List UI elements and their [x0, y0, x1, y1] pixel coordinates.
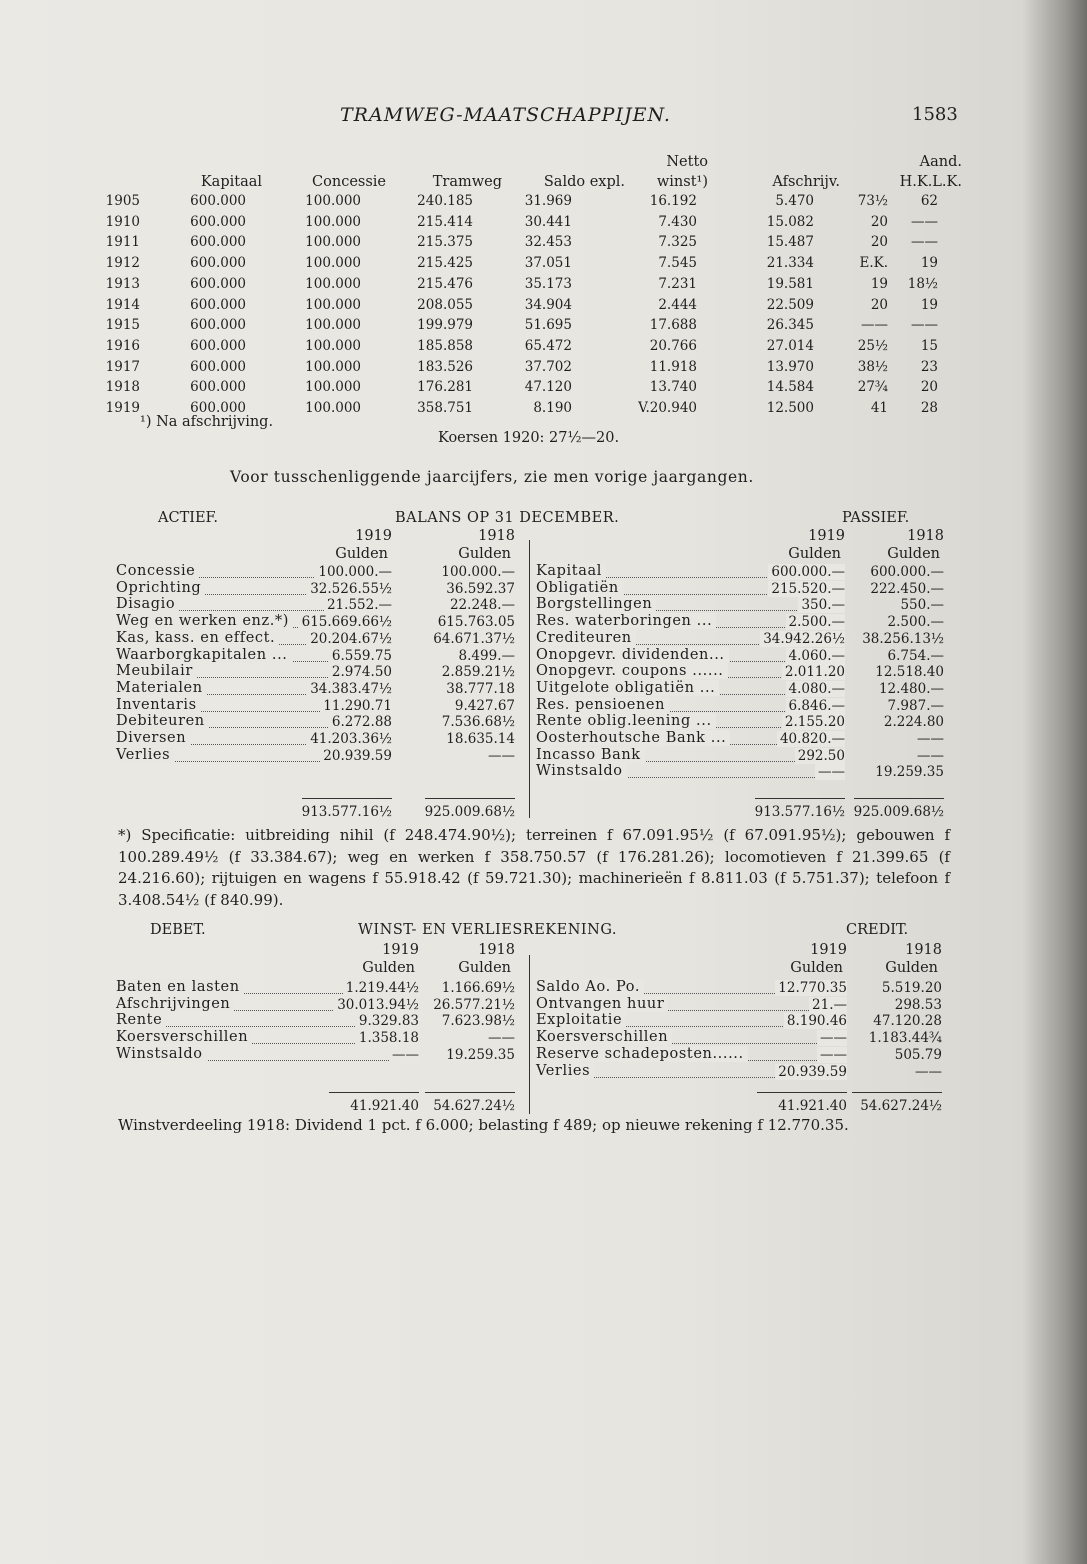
actief-row-label: Meubilair — [116, 663, 197, 679]
total-rule — [755, 798, 845, 799]
passief-row-label: Onopgevr. dividenden... — [536, 647, 729, 663]
actief-value-1919: 21.552.— — [324, 597, 392, 613]
unit-header: Gulden — [335, 546, 388, 562]
passief-heading: PASSIEF. — [842, 510, 910, 526]
table-cell: —— — [911, 213, 938, 230]
passief-value-1919: —— — [815, 764, 845, 780]
table-cell: —— — [861, 317, 888, 334]
column-header: H.K.L.K. — [899, 174, 962, 190]
table-cell: 19 — [870, 275, 888, 292]
page-number: 1583 — [912, 104, 958, 125]
passief-row-label: Res. pensioenen — [536, 697, 669, 713]
actief-value-1918: 36.592.37 — [446, 580, 515, 597]
table-cell: 215.375 — [417, 234, 473, 251]
table-cell: 12.500 — [766, 400, 814, 416]
table-cell: 38½ — [857, 358, 888, 375]
passief-value-1918: 12.480.— — [878, 680, 944, 697]
column-header: Kapitaal — [200, 174, 262, 190]
table-cell: 600.000 — [190, 400, 246, 416]
actief-row-label: Kas, kass. en effect. — [116, 630, 279, 646]
passief-value-1919: 2.011.20 — [782, 664, 845, 680]
table-cell: 34.904 — [524, 296, 572, 313]
credit-value-1918: 47.120.28 — [873, 1013, 942, 1030]
unit-header: Gulden — [887, 546, 940, 562]
debet-value-1918: 26.577.21½ — [433, 996, 515, 1013]
passief-value-1918: 6.754.— — [887, 647, 944, 664]
passief-value-1918: 19.259.35 — [875, 764, 944, 781]
credit-value-1919: 21.— — [809, 997, 847, 1013]
credit-row-label: Exploitatie — [536, 1012, 626, 1028]
table-cell: 100.000 — [305, 275, 361, 292]
table-cell: 5.470 — [775, 193, 814, 209]
table-cell: 100.000 — [305, 193, 361, 209]
table-cell: 23 — [920, 358, 938, 375]
table-cell: 7.325 — [658, 234, 697, 251]
table-cell: 73½ — [857, 193, 888, 209]
year-cell: 1915 — [105, 317, 140, 334]
table-cell: 30.441 — [524, 213, 572, 230]
credit-value-1919: —— — [817, 1030, 847, 1046]
debet-value-1919: —— — [389, 1047, 419, 1063]
actief-row-label: Inventaris — [116, 697, 201, 713]
table-cell: 600.000 — [190, 275, 246, 292]
actief-row-label: Debiteuren — [116, 713, 209, 729]
debet-row-label: Baten en lasten — [116, 979, 244, 995]
year-cell: 1918 — [105, 379, 140, 396]
actief-value-1919: 41.203.36½ — [307, 731, 392, 747]
table-cell: 37.051 — [524, 255, 572, 272]
passief-value-1919: 600.000.— — [768, 564, 845, 580]
table-cell: 14.584 — [766, 379, 814, 396]
column-header-top: Aand. — [919, 154, 962, 170]
table-cell: 185.858 — [417, 337, 473, 354]
year-cell: 1919 — [105, 400, 140, 416]
passief-value-1919: 40.820.— — [777, 731, 845, 747]
total-actief: 913.577.16½ — [301, 804, 392, 820]
table-cell: 600.000 — [190, 317, 246, 334]
table-cell: 600.000 — [190, 193, 246, 209]
passief-value-1919: 34.942.26½ — [760, 631, 845, 647]
table-cell: 62 — [920, 193, 938, 209]
total-rule — [852, 1092, 942, 1093]
year-header: 1918 — [478, 528, 515, 544]
actief-row-label: Materialen — [116, 680, 207, 696]
table-cell: 25½ — [857, 337, 888, 354]
total-rule — [425, 798, 515, 799]
year-cell: 1910 — [105, 213, 140, 230]
passief-value-1918: 600.000.— — [870, 564, 944, 580]
table-cell: 215.476 — [417, 275, 473, 292]
column-header-top: Netto — [666, 154, 708, 170]
unit-header: Gulden — [362, 960, 415, 976]
table-cell: 17.688 — [649, 317, 697, 334]
winst-heading: WINST- EN VERLIESREKENING. — [358, 922, 617, 938]
table-cell: 31.969 — [524, 193, 572, 209]
actief-value-1919: 32.526.55½ — [307, 581, 392, 597]
total-rule — [302, 798, 392, 799]
passief-value-1919: 2.155.20 — [782, 714, 845, 730]
table-cell: 19 — [920, 255, 938, 272]
actief-row-label: Weg en werken enz.*) — [116, 613, 293, 629]
table-cell: 100.000 — [305, 317, 361, 334]
actief-value-1919: 20.204.67½ — [307, 631, 392, 647]
debet-value-1919: 1.219.44½ — [343, 980, 419, 996]
debet-value-1918: 1.166.69½ — [441, 980, 515, 996]
column-divider — [529, 540, 530, 818]
table-cell: 100.000 — [305, 337, 361, 354]
passief-row-label: Winstsaldo — [536, 763, 627, 779]
credit-value-1919: 20.939.59 — [775, 1064, 847, 1080]
actief-value-1919: 100.000.— — [315, 564, 392, 580]
table-cell: 15.487 — [766, 234, 814, 251]
passief-row-label: Uitgelote obligatiën ... — [536, 680, 719, 696]
table-cell: —— — [911, 234, 938, 251]
stats-footnote: ¹) Na afschrijving. — [140, 414, 274, 430]
debet-row-label: Winstsaldo — [116, 1046, 207, 1062]
passief-row-label: Rente oblig.leening ... — [536, 713, 716, 729]
table-cell: 215.425 — [417, 255, 473, 272]
actief-value-1919: 11.290.71 — [320, 698, 392, 714]
unit-header: Gulden — [885, 960, 938, 976]
passief-value-1918: 7.987.— — [887, 697, 944, 714]
table-cell: 100.000 — [305, 234, 361, 251]
table-cell: 199.979 — [417, 317, 473, 334]
table-cell: 600.000 — [190, 337, 246, 354]
actief-value-1918: 8.499.— — [458, 647, 515, 664]
actief-value-1918: 18.635.14 — [446, 731, 515, 747]
year-cell: 1911 — [105, 234, 140, 251]
total-credit: 54.627.24½ — [860, 1098, 942, 1114]
passief-value-1918: 38.256.13½ — [862, 630, 944, 647]
table-cell: 215.414 — [417, 213, 473, 230]
total-passief: 913.577.16½ — [754, 804, 845, 820]
table-cell: 100.000 — [305, 213, 361, 230]
actief-heading: ACTIEF. — [158, 510, 218, 526]
credit-row-label: Koersverschillen — [536, 1029, 672, 1045]
passief-value-1918: —— — [917, 747, 944, 764]
table-cell: 600.000 — [190, 296, 246, 313]
passief-value-1919: 350.— — [798, 597, 845, 613]
table-cell: 27.014 — [766, 337, 814, 354]
year-cell: 1912 — [105, 255, 140, 272]
debet-row-label: Koersverschillen — [116, 1029, 252, 1045]
passief-value-1918: —— — [917, 731, 944, 747]
table-cell: 7.430 — [658, 213, 697, 230]
actief-value-1918: 22.248.— — [449, 597, 515, 614]
passief-value-1919: 4.080.— — [786, 681, 845, 697]
actief-value-1919: 34.383.47½ — [307, 681, 392, 697]
total-rule — [854, 798, 944, 799]
actief-row-label: Diversen — [116, 730, 190, 746]
passief-row-label: Incasso Bank — [536, 747, 645, 763]
unit-header: Gulden — [458, 960, 511, 976]
year-header: 1919 — [382, 942, 419, 958]
table-cell: 7.231 — [658, 275, 697, 292]
actief-value-1919: 2.974.50 — [329, 664, 392, 680]
passief-value-1919: 6.846.— — [786, 698, 845, 714]
table-cell: 183.526 — [417, 358, 473, 375]
credit-value-1918: 505.79 — [894, 1046, 942, 1063]
actief-row-label: Waarborgkapitalen ... — [116, 647, 292, 663]
passief-value-1918: 2.500.— — [887, 614, 944, 631]
actief-value-1918: 64.671.37½ — [433, 630, 515, 647]
page-title: TRAMWEG-MAATSCHAPPIJEN. — [340, 104, 671, 126]
table-cell: 22.509 — [766, 296, 814, 313]
passief-value-1918: 2.224.80 — [883, 714, 944, 731]
year-header: 1918 — [907, 528, 944, 544]
table-cell: 27¾ — [857, 379, 888, 396]
year-cell: 1916 — [105, 337, 140, 354]
column-header: Tramweg — [432, 174, 502, 190]
column-header: winst¹) — [656, 174, 708, 190]
credit-value-1918: —— — [915, 1063, 942, 1080]
table-cell: 20 — [870, 234, 888, 251]
total-rule — [425, 1092, 515, 1093]
table-cell: 21.334 — [766, 255, 814, 272]
year-header: 1919 — [810, 942, 847, 958]
credit-value-1919: 12.770.35 — [775, 980, 847, 996]
passief-value-1918: 222.450.— — [870, 580, 944, 597]
year-cell: 1905 — [105, 193, 140, 209]
actief-value-1919: 20.939.59 — [320, 748, 392, 764]
actief-row-label: Oprichting — [116, 580, 205, 596]
passief-row-label: Kapitaal — [536, 563, 606, 579]
intermediate-years-note: Voor tusschenliggende jaarcijfers, zie men vorige jaargangen. — [230, 468, 754, 486]
koersen-note: Koersen 1920: 27½—20. — [438, 430, 620, 446]
table-cell: 7.545 — [658, 255, 697, 272]
year-header: 1919 — [808, 528, 845, 544]
winstverdeeling-note: Winstverdeeling 1918: Dividend 1 pct. f 6.000; belasting f 489; op nieuwe rekening f 12.770.35. — [118, 1116, 849, 1134]
table-cell: 600.000 — [190, 379, 246, 396]
actief-row-label: Concessie — [116, 563, 199, 579]
table-cell: 8.190 — [533, 400, 572, 416]
passief-value-1919: 2.500.— — [786, 614, 845, 630]
total-actief: 925.009.68½ — [424, 804, 515, 820]
table-cell: 100.000 — [305, 400, 361, 416]
actief-value-1918: —— — [488, 747, 515, 764]
debet-value-1919: 1.358.18 — [356, 1030, 419, 1046]
table-cell: —— — [911, 317, 938, 334]
table-cell: 18½ — [907, 275, 938, 292]
debet-value-1918: 19.259.35 — [446, 1046, 515, 1063]
column-header: Saldo expl. — [543, 174, 625, 190]
table-cell: 100.000 — [305, 379, 361, 396]
year-header: 1919 — [355, 528, 392, 544]
table-cell: 20 — [920, 379, 938, 396]
year-header: 1918 — [478, 942, 515, 958]
total-debet: 41.921.40 — [350, 1098, 419, 1114]
unit-header: Gulden — [790, 960, 843, 976]
table-cell: 100.000 — [305, 255, 361, 272]
passief-row-label: Obligatiën — [536, 580, 623, 596]
credit-row-label: Ontvangen huur — [536, 996, 668, 1012]
credit-value-1918: 5.519.20 — [881, 980, 942, 996]
debet-value-1919: 30.013.94½ — [334, 997, 419, 1013]
table-cell: 51.695 — [524, 317, 572, 334]
table-cell: 47.120 — [524, 379, 572, 396]
table-cell: 15.082 — [766, 213, 814, 230]
actief-value-1919: 615.669.66½ — [299, 614, 392, 630]
table-cell: 19.581 — [766, 275, 814, 292]
credit-heading: CREDIT. — [846, 922, 909, 938]
table-cell: 20 — [870, 213, 888, 230]
table-cell: 208.055 — [417, 296, 473, 313]
actief-value-1918: 100.000.— — [441, 564, 515, 580]
table-cell: 240.185 — [417, 193, 473, 209]
table-cell: 20 — [870, 296, 888, 313]
debet-value-1918: —— — [488, 1030, 515, 1047]
actief-value-1918: 7.536.68½ — [441, 714, 515, 731]
unit-header: Gulden — [458, 546, 511, 562]
actief-row-label: Verlies — [116, 747, 174, 763]
passief-value-1919: 292.50 — [795, 748, 845, 764]
table-cell: 19 — [920, 296, 938, 313]
table-cell: E.K. — [859, 255, 888, 272]
table-cell: 11.918 — [649, 358, 697, 375]
passief-row-label: Oosterhoutsche Bank ... — [536, 730, 730, 746]
actief-value-1918: 38.777.18 — [446, 680, 515, 697]
table-cell: 26.345 — [766, 317, 814, 334]
credit-row-label: Reserve schadeposten...... — [536, 1046, 748, 1062]
debet-value-1919: 9.329.83 — [356, 1013, 419, 1029]
column-header: Afschrijv. — [772, 174, 840, 190]
total-debet: 54.627.24½ — [433, 1098, 515, 1114]
actief-row-label: Disagio — [116, 596, 179, 612]
year-cell: 1913 — [105, 275, 140, 292]
balans-heading: BALANS OP 31 DECEMBER. — [395, 510, 620, 526]
debet-value-1918: 7.623.98½ — [441, 1013, 515, 1030]
debet-heading: DEBET. — [150, 922, 206, 938]
debet-row-label: Rente — [116, 1012, 166, 1028]
passief-value-1918: 550.— — [900, 597, 944, 614]
table-cell: 65.472 — [524, 337, 572, 354]
table-cell: 28 — [920, 400, 938, 416]
credit-value-1918: 1.183.44¾ — [868, 1030, 942, 1047]
credit-value-1919: 8.190.46 — [784, 1013, 847, 1029]
credit-row-label: Verlies — [536, 1063, 594, 1079]
year-cell: 1917 — [105, 358, 140, 375]
table-cell: 15 — [920, 337, 938, 354]
table-cell: 35.173 — [524, 275, 572, 292]
passief-value-1919: 4.060.— — [786, 648, 845, 664]
table-cell: V.20.940 — [638, 400, 697, 416]
table-cell: 20.766 — [649, 337, 697, 354]
column-divider — [529, 955, 530, 1114]
passief-row-label: Onopgevr. coupons ...... — [536, 663, 728, 679]
table-cell: 176.281 — [417, 379, 473, 396]
table-cell: 41 — [870, 400, 888, 416]
table-cell: 600.000 — [190, 213, 246, 230]
year-header: 1918 — [905, 942, 942, 958]
actief-value-1918: 9.427.67 — [454, 697, 515, 714]
table-cell: 600.000 — [190, 358, 246, 375]
year-cell: 1914 — [105, 296, 140, 313]
specificatie-note: *) Specificatie: uitbreiding nihil (f 248.474.90½); terreinen f 67.091.95½ (f 67.091.95½); gebouwen f 100.289.49½ (f 33.384.67); weg en werken f 358.750.57 (f 176.281.26); locomotieven f 21.399.65 (f 24.216.60); rijtuigen en wagens f 55.918.42 (f 59.721.30); machinerieën f 8.811.03 (f 5.751.37); telefoon f 3.408.54½ (f 840.99). — [118, 826, 950, 909]
passief-row-label: Res. waterboringen ... — [536, 613, 716, 629]
table-cell: 100.000 — [305, 296, 361, 313]
column-header: Concessie — [312, 174, 386, 190]
total-passief: 925.009.68½ — [853, 804, 944, 820]
table-cell: 16.192 — [649, 193, 697, 209]
actief-value-1919: 6.559.75 — [329, 648, 392, 664]
table-cell: 32.453 — [524, 234, 572, 251]
total-credit: 41.921.40 — [778, 1098, 847, 1114]
table-cell: 37.702 — [524, 358, 572, 375]
credit-row-label: Saldo Ao. Po. — [536, 979, 644, 995]
credit-value-1918: 298.53 — [894, 996, 942, 1013]
table-cell: 600.000 — [190, 255, 246, 272]
table-cell: 13.970 — [766, 358, 814, 375]
passief-value-1918: 12.518.40 — [875, 664, 944, 681]
table-cell: 100.000 — [305, 358, 361, 375]
passief-row-label: Crediteuren — [536, 630, 636, 646]
table-cell: 358.751 — [417, 400, 473, 416]
table-cell: 600.000 — [190, 234, 246, 251]
total-rule — [757, 1092, 847, 1093]
passief-row-label: Borgstellingen — [536, 596, 656, 612]
passief-value-1919: 215.520.— — [768, 581, 845, 597]
table-cell: 13.740 — [649, 379, 697, 396]
actief-value-1919: 6.272.88 — [329, 714, 392, 730]
debet-row-label: Afschrijvingen — [116, 996, 234, 1012]
table-cell: 2.444 — [658, 296, 697, 313]
total-rule — [329, 1092, 419, 1093]
credit-value-1919: —— — [817, 1047, 847, 1063]
actief-value-1918: 615.763.05 — [437, 614, 515, 631]
actief-value-1918: 2.859.21½ — [441, 664, 515, 681]
unit-header: Gulden — [788, 546, 841, 562]
